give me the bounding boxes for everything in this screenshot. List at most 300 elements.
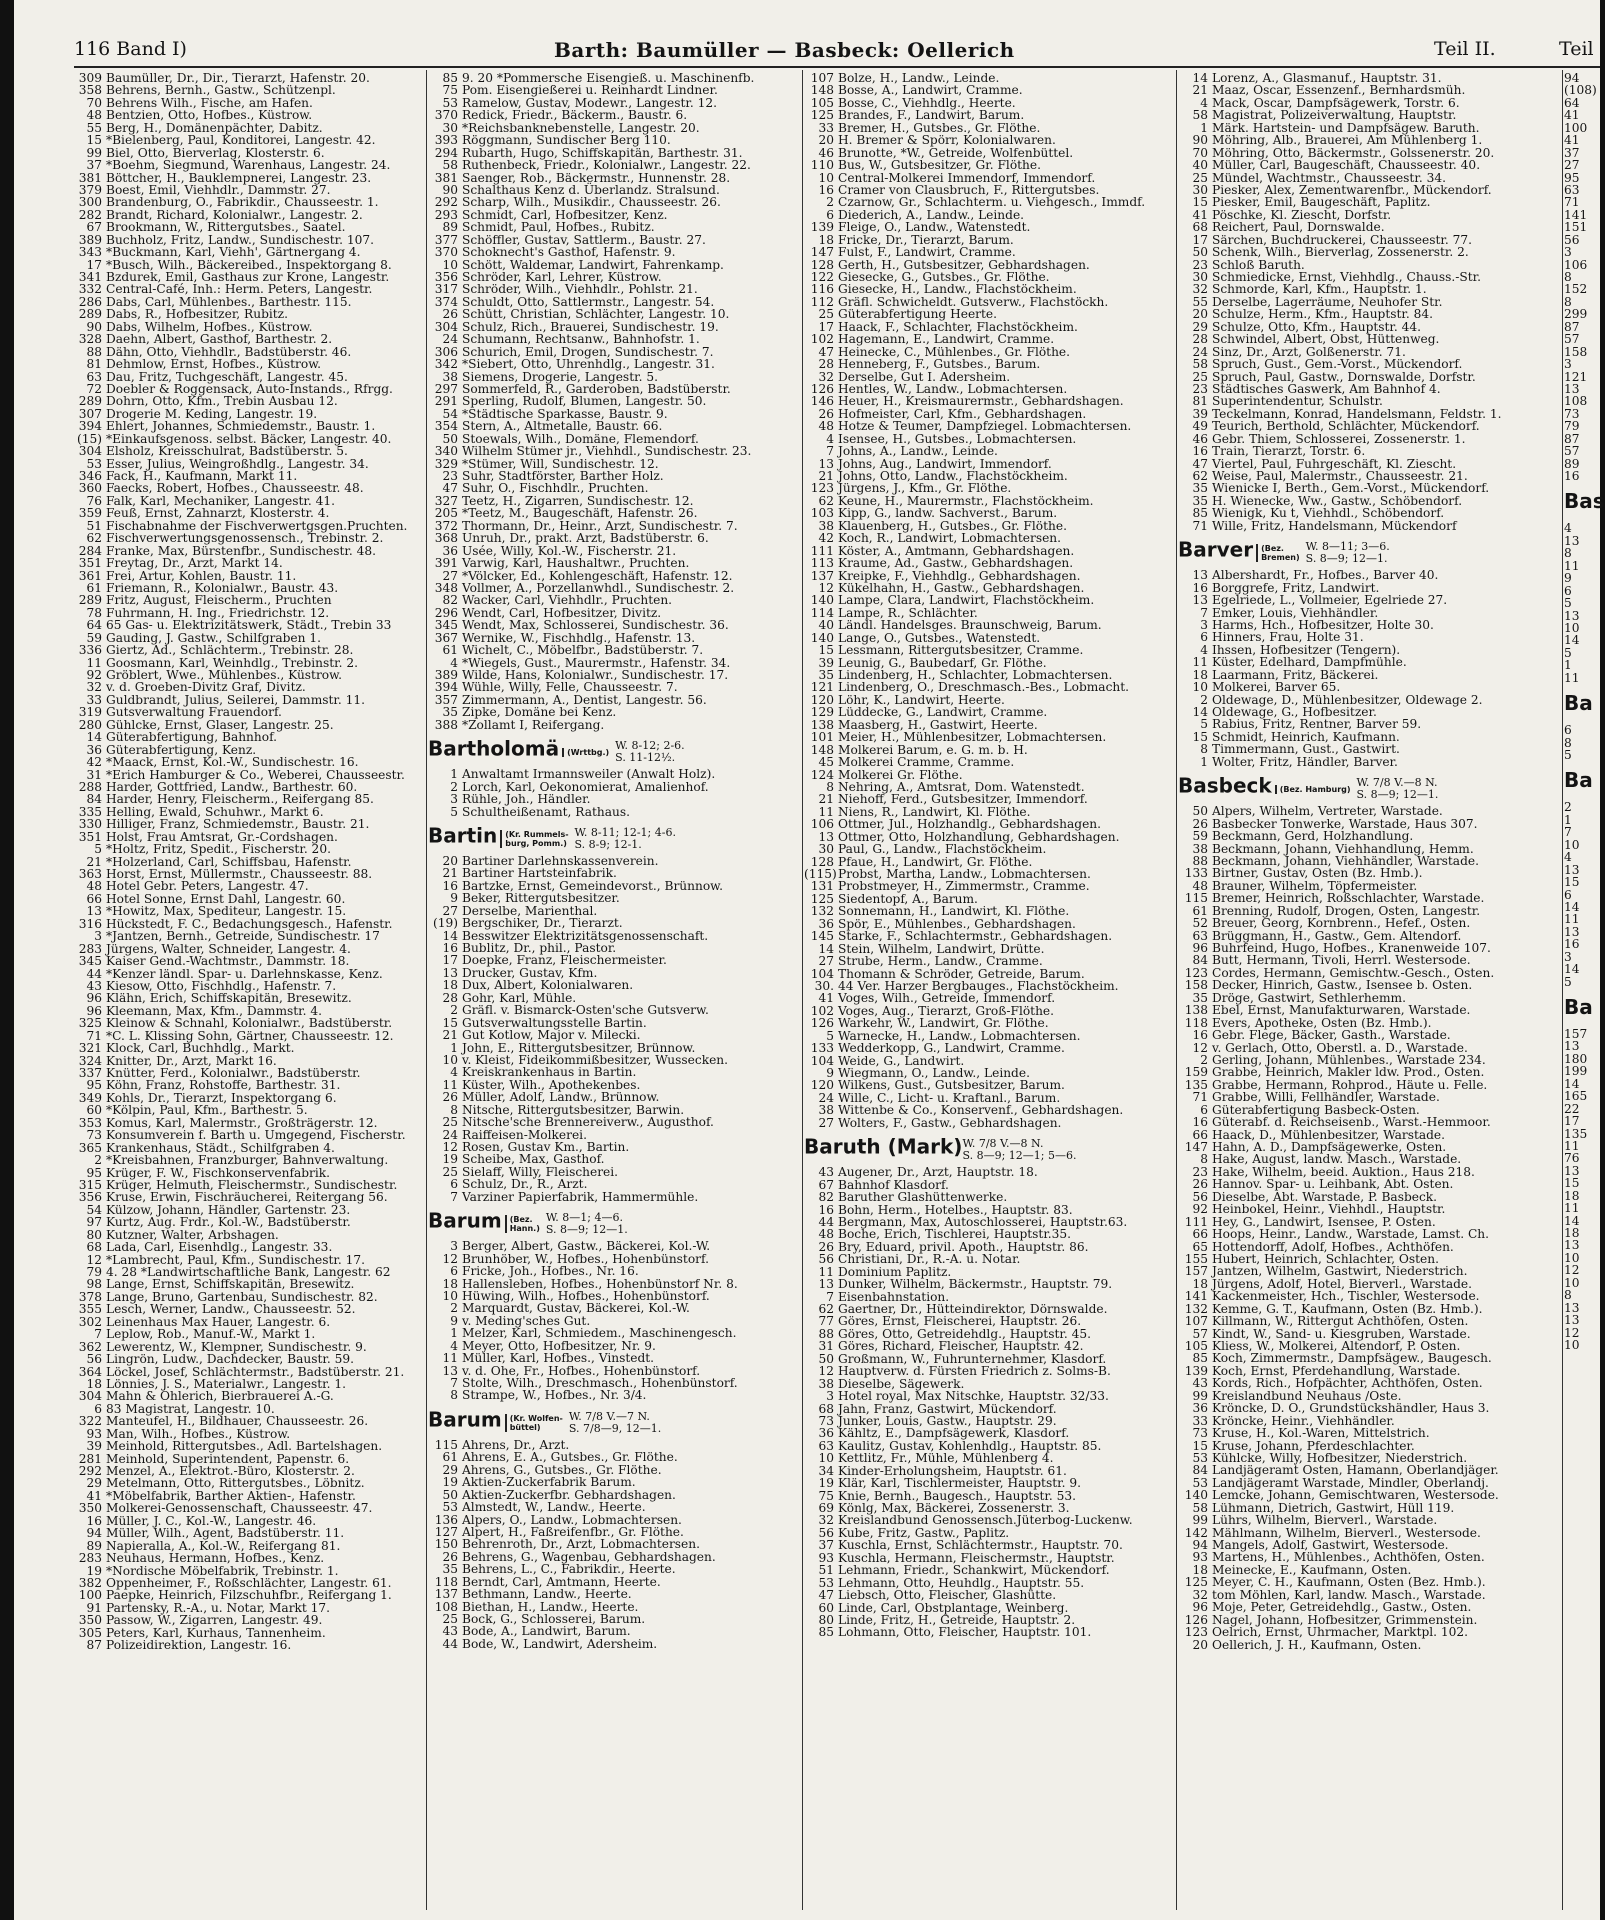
entry-text: Ottmer, Jul., Holzhandlg., Gebhardshagen. <box>838 817 1102 832</box>
entry-text: Piesker, Emil, Baugeschäft, Paplitz. <box>1212 195 1431 210</box>
entry-number: 52 <box>1192 916 1208 931</box>
edge-number: 10 <box>1564 837 1580 852</box>
entry-number: 93 <box>86 1426 102 1441</box>
office-hours-line: S. 8—9; 12—1. <box>1305 552 1388 566</box>
entry-text: Maaz, Oscar, Essenzenf., Bernhardsmüh. <box>1212 83 1466 98</box>
entry-number: 24 <box>442 332 458 347</box>
entry-number: 15 <box>1192 1438 1208 1453</box>
entry-number: 32 <box>86 680 102 695</box>
entry-number: 31 <box>818 1339 834 1354</box>
entry-text: Faecks, Robert, Hofbes., Chausseestr. 48. <box>106 481 364 496</box>
entry-number: 26 <box>818 406 834 421</box>
edge-number: 14 <box>1564 1213 1580 1228</box>
entry-text: Lesch, Werner, Landw., Chausseestr. 52. <box>106 1302 356 1317</box>
entry-text: Mangels, Adolf, Gastwirt, Westersode. <box>1212 1538 1449 1552</box>
entry-text: Ihssen, Hofbesitzer (Tengern). <box>1212 642 1401 657</box>
entry-text: Franke, Max, Bürstenfbr., Sundischestr. 48. <box>106 543 377 558</box>
entry-text: Schulze, Otto, Kfm., Hauptstr. 44. <box>1212 319 1422 334</box>
entry-text: Wedderkopp, G., Landwirt, Cramme. <box>838 1041 1065 1056</box>
column-4 <box>1178 72 1558 1912</box>
edge-number: 8 <box>1564 270 1572 284</box>
edge-number: 4 <box>1564 850 1572 865</box>
edge-number: 13 <box>1564 1163 1580 1178</box>
district-line: (Bez. <box>509 1215 533 1225</box>
entry-text: Alpers, O., Landw., Lobmachtersen. <box>462 1512 682 1527</box>
entry-text: Aktien-Zuckerfabrik Barum. <box>462 1475 636 1490</box>
edge-number: 11 <box>1564 1138 1580 1153</box>
entry-text: Lange, Ernst, Schiffskapitän, Bresewitz. <box>106 1277 355 1292</box>
entry-number: 37 <box>818 1538 834 1553</box>
entry-text: Henneberg, F., Gutsbes., Barum. <box>838 357 1041 372</box>
edge-number: 158 <box>1564 344 1588 359</box>
entry-number: 28 <box>818 357 834 372</box>
entry-number: 137 <box>434 1587 458 1602</box>
entry-text: Breuer, Georg, Kornbrenn., Hefef., Osten. <box>1212 916 1471 931</box>
entry-number: 104 <box>810 966 834 981</box>
directory-entry <box>428 806 798 818</box>
entry-text: Gräfl. Schwicheldt. Gutsverw., Flachstöckh. <box>838 294 1109 309</box>
entry-number: 18 <box>86 1376 102 1391</box>
entry-number: 24 <box>442 1127 458 1142</box>
entry-number: 300 <box>78 195 102 210</box>
entry-text: Jantzen, Wilhelm, Gastwirt, Niederstrich. <box>1212 1264 1468 1279</box>
edge-number: 14 <box>1564 633 1580 648</box>
place-heading <box>1178 773 1558 802</box>
entry-number: 95 <box>86 1165 102 1180</box>
entry-text: Johns, A., Landw., Leinde. <box>838 444 998 459</box>
entry-number: 322 <box>78 1414 102 1429</box>
entry-number: 142 <box>1184 1525 1208 1540</box>
edge-number: 56 <box>1564 232 1580 247</box>
entry-text: Behrenroth, Dr., Arzt, Lobmachtersen. <box>462 1537 700 1552</box>
entry-number: 26 <box>442 1549 458 1564</box>
entry-text: Kaiser Gend.-Wachtmstr., Dammstr. 18. <box>106 954 350 969</box>
entry-text: Feuß, Ernst, Zahnarzt, Klosterstr. 4. <box>106 506 330 521</box>
office-hours <box>546 1212 628 1236</box>
directory-entry <box>428 1638 798 1650</box>
entry-text: Oldewage, D., Mühlenbesitzer, Oldewage 2. <box>1212 692 1483 707</box>
edge-number: 94 <box>1564 71 1580 85</box>
entry-text: Lindenberg, H., Schlachter, Lobmachtersen. <box>838 668 1113 682</box>
entry-text: Melzer, Karl, Schmiedem., Maschinengesch. <box>462 1326 737 1341</box>
entry-number: 75 <box>442 83 458 98</box>
district-label <box>505 1215 543 1233</box>
entry-number: 345 <box>78 954 102 969</box>
entry-text: Bartzke, Ernst, Gemeindevorst., Brünnow. <box>462 878 724 893</box>
entry-number: 24 <box>818 1090 834 1105</box>
entry-text: Hake, August, landw. Masch., Warstade. <box>1212 1152 1462 1167</box>
edge-number: 2 <box>1564 800 1572 815</box>
entry-text: Cramer von Clausbruch, F., Rittergutsbes. <box>838 182 1100 197</box>
adjacent-page-edge <box>1564 71 1605 1912</box>
edge-number: 10 <box>1564 1250 1580 1265</box>
entry-number: 53 <box>818 1575 834 1590</box>
entry-number: 292 <box>434 195 458 210</box>
edge-number: 5 <box>1564 596 1572 611</box>
entry-number: 2 <box>1200 1052 1208 1067</box>
entry-text: Spruch, Paul, Gastw., Dornswalde, Dorfstr. <box>1212 369 1476 384</box>
entry-text: Hofmeister, Carl, Kfm., Gebhardshagen. <box>838 406 1087 421</box>
entry-number: 51 <box>86 518 102 533</box>
entry-text: Bock, G., Schlosserei, Barum. <box>462 1612 646 1626</box>
entry-number: 315 <box>78 1177 102 1192</box>
entry-number: 328 <box>78 332 102 347</box>
edge-number: 8 <box>1564 546 1572 561</box>
entry-number: 16 <box>442 941 458 955</box>
entry-text: Wittenbe & Co., Konservenf., Gebhardshagen. <box>838 1103 1124 1118</box>
entry-number: 349 <box>78 1090 102 1105</box>
entry-text: Bremer, Heinrich, Roßschlachter, Warstade. <box>1212 891 1485 906</box>
entry-number: 370 <box>434 245 458 260</box>
entry-text: Gröblert, Wwe., Mühlenbes., Küstrow. <box>106 668 342 682</box>
edge-number: 6 <box>1564 583 1572 598</box>
edge-number: 12 <box>1564 1325 1580 1340</box>
directory-entry <box>804 1117 1172 1129</box>
entry-number: 345 <box>434 618 458 633</box>
entry-text: Bohn, Herm., Hotelbes., Hauptstr. 83. <box>838 1202 1073 1217</box>
entry-number: 7 <box>94 1327 102 1342</box>
entry-number: 85 <box>1192 506 1208 521</box>
entry-text: Train, Tierarzt, Torstr. 6. <box>1212 444 1366 459</box>
entry-text: Könlg, Max, Bäckerei, Zossenerstr. 3. <box>838 1501 1070 1515</box>
entry-number: 21 <box>1192 83 1208 98</box>
entry-number: 62 <box>1192 469 1208 483</box>
entry-text: Scheibe, Max, Gasthof. <box>462 1152 605 1167</box>
entry-text: Schulz, Dr., R., Arzt. <box>462 1177 588 1192</box>
entry-number: 58 <box>1192 1500 1208 1515</box>
entry-number: 73 <box>1192 1426 1208 1441</box>
entry-number: 58 <box>1192 108 1208 123</box>
entry-text: *Möbelfabrik, Barther Aktien-, Hafenstr. <box>106 1488 356 1503</box>
entry-text: Hotel Gebr. Peters, Langestr. 47. <box>106 879 309 894</box>
entry-text: Dux, Albert, Kolonialwaren. <box>462 978 634 993</box>
entry-text: Leinenhaus Max Hauer, Langestr. 6. <box>106 1314 331 1329</box>
entry-text: *Teetz, M., Baugeschäft, Hafenstr. 26. <box>462 506 698 521</box>
directory-entry <box>1178 1639 1558 1651</box>
entry-text: Guldbrandt, Julius, Seilerei, Dammstr. 11. <box>106 692 366 707</box>
entry-number: 343 <box>78 245 102 260</box>
entry-number: 356 <box>78 1190 102 1205</box>
entry-text: Göres, Richard, Fleischer, Hauptstr. 42. <box>838 1339 1084 1354</box>
entry-text: Harms, Hch., Hofbesitzer, Holte 30. <box>1212 617 1434 632</box>
entry-number: 84 <box>1192 953 1208 968</box>
entry-text: Meinhold, Superintendent, Papenstr. 6. <box>106 1451 350 1466</box>
entry-number: 11 <box>1192 655 1208 670</box>
entry-number: 43 <box>86 978 102 993</box>
entry-number: 63 <box>1192 928 1208 943</box>
entry-text: Fischverwertungsgenossensch., Trebinstr. 2. <box>106 531 384 546</box>
entry-number: 133 <box>1184 866 1208 881</box>
entry-number: 358 <box>78 83 102 98</box>
entry-text: *Erich Hamburger & Co., Weberei, Chausseestr. <box>106 767 405 782</box>
entry-number: 65 <box>1192 1239 1208 1254</box>
entry-number: 125 <box>810 108 834 123</box>
entry-text: Hotel royal, Max Nitschke, Hauptstr. 32/33. <box>838 1389 1109 1404</box>
entry-number: 85 <box>818 1625 834 1640</box>
entry-text: Molkerei-Genossenschaft, Chausseestr. 47. <box>106 1501 373 1516</box>
entry-number: 360 <box>78 481 102 496</box>
entry-text: Konsumverein f. Barth u. Umgegend, Fischerstr. <box>106 1128 406 1143</box>
entry-number: 15 <box>86 133 102 148</box>
entry-number: 139 <box>1184 1363 1208 1378</box>
edge-number: 71 <box>1564 195 1580 210</box>
edge-number: 27 <box>1564 158 1580 173</box>
entry-number: 382 <box>78 1575 102 1590</box>
entry-number: 112 <box>810 294 834 309</box>
entry-text: Brunotte, *W., Getreide, Wolfenbüttel. <box>838 145 1074 160</box>
entry-number: 367 <box>434 630 458 645</box>
entry-text: Beker, Rittergutsbesitzer. <box>462 891 620 906</box>
entry-text: *Maack, Ernst, Kol.-W., Sundischestr. 16. <box>106 755 359 770</box>
edge-number: 57 <box>1564 332 1580 347</box>
edge-number: 13 <box>1564 1300 1580 1315</box>
entry-text: Berger, Albert, Gastw., Bäckerei, Kol.-W. <box>462 1239 711 1254</box>
entry-text: Wilhelm Stümer jr., Viehhdl., Sundischestr. 23. <box>462 444 752 459</box>
office-hours-line: W. 7/8 V.—7 N. <box>568 1409 650 1423</box>
entry-text: Ehlert, Johannes, Schmiedemstr., Baustr. 1. <box>106 419 376 434</box>
entry-text: Peters, Karl, Kurhaus, Tannenheim. <box>106 1625 326 1640</box>
entry-text: Brandenburg, O., Fabrikdir., Chausseestr. 1. <box>106 195 379 210</box>
entry-number: 9 <box>450 1313 458 1328</box>
entry-number: 93 <box>818 1550 834 1565</box>
entry-text: Warkehr, W., Landwirt, Gr. Flöthe. <box>838 1016 1049 1031</box>
entry-number: 20 <box>1192 1637 1208 1652</box>
entry-text: Kindt, W., Sand- u. Kiesgruben, Warstade. <box>1212 1326 1471 1341</box>
entry-number: 12 <box>86 1252 102 1267</box>
entry-number: 88 <box>1192 853 1208 868</box>
entry-number: 4 <box>450 1065 458 1080</box>
entry-text: Derselbe, Lagerräume, Neuhofer Str. <box>1212 294 1443 309</box>
entry-number: 10 <box>442 1052 458 1067</box>
entry-number: 14 <box>442 928 458 943</box>
entry-text: Teetz, H., Zigarren, Sundischestr. 12. <box>462 493 694 508</box>
entry-text: Oldewage, G., Hofbesitzer. <box>1212 705 1377 719</box>
district-label <box>500 830 571 848</box>
directory-entry <box>72 1639 422 1651</box>
office-hours-line: S. 11-12½. <box>615 751 676 765</box>
edge-number: 299 <box>1564 307 1588 322</box>
entry-number: 8 <box>1200 1152 1208 1167</box>
entry-number: 56 <box>86 1352 102 1367</box>
entry-text: Müller, Carl, Baugeschäft, Chausseestr. 40. <box>1212 158 1481 173</box>
entry-number: 337 <box>78 1066 102 1080</box>
entry-number: 38 <box>818 518 834 533</box>
district-line: burg, Pomm.) <box>505 838 567 848</box>
entry-number: 43 <box>1192 1376 1208 1391</box>
entry-text: Bry, Eduard, privil. Apoth., Hauptstr. 86. <box>838 1239 1089 1254</box>
entry-text: Biethan, H., Landw., Heerte. <box>462 1599 639 1614</box>
entry-text: Schmidt, Heinrich, Kaufmann. <box>1212 729 1400 744</box>
entry-number: 80 <box>818 1612 834 1627</box>
page-number-header: 116 Band I) <box>74 38 187 60</box>
entry-text: Rabius, Fritz, Rentner, Barver 59. <box>1212 717 1422 732</box>
entry-text: Ländl. Handelsges. Braunschweig, Barum. <box>838 618 1102 633</box>
entry-text: Wichelt, C., Möbelfbr., Badstüberstr. 7. <box>462 643 704 658</box>
entry-number: 36 <box>442 543 458 558</box>
entry-text: Leplow, Rob., Manuf.-W., Markt 1. <box>106 1327 316 1342</box>
entry-number: 150 <box>434 1537 458 1552</box>
entry-number: 62 <box>86 531 102 546</box>
entry-text: Dominium Paplitz. <box>838 1264 952 1279</box>
entry-number: 12 <box>818 580 834 595</box>
entry-number: 105 <box>810 95 834 110</box>
entry-text: Kuschla, Hermann, Fleischermstr., Hauptstr. <box>838 1550 1115 1565</box>
entry-number: (19) <box>432 916 458 931</box>
entry-text: Jahn, Franz, Gastwirt, Mückendorf. <box>838 1401 1057 1416</box>
entry-text: 83 Magistrat, Langestr. 10. <box>106 1401 275 1416</box>
edge-number: 100 <box>1564 120 1588 135</box>
entry-number: 78 <box>86 605 102 620</box>
entry-text: Kreislandbund Neuhaus /Oste. <box>1212 1388 1402 1403</box>
entry-number: 389 <box>434 668 458 682</box>
edge-number: 3 <box>1564 245 1572 260</box>
entry-number: 324 <box>78 1053 102 1068</box>
entry-text: 65 Gas- u. Elektrizitätswerk, Städt., Trebin 33 <box>106 618 392 633</box>
entry-number: 53 <box>1192 1475 1208 1490</box>
entry-number: 3 <box>450 792 458 807</box>
entry-text: *Nordische Möbelfabrik, Trebinstr. 1. <box>106 1563 339 1578</box>
entry-number: 33 <box>1192 1413 1208 1428</box>
entry-text: Stein, Wilhelm, Landwirt, Drütte. <box>838 941 1045 956</box>
entry-number: 16 <box>1192 1115 1208 1130</box>
edge-number: 12 <box>1564 1263 1580 1278</box>
entry-text: Ahrens, G., Gutsbes., Gr. Flöthe. <box>462 1462 662 1477</box>
entry-text: Bode, A., Landwirt, Barum. <box>462 1624 631 1639</box>
entry-number: 291 <box>434 394 458 409</box>
entry-number: 30 <box>442 120 458 135</box>
entry-text: Pöschke, Kl. Ziescht, Dorfstr. <box>1212 207 1392 222</box>
entry-number: 34 <box>818 1463 834 1478</box>
entry-number: 18 <box>818 232 834 247</box>
entry-text: Klock, Carl, Buchhdlg., Markt. <box>106 1041 295 1056</box>
entry-text: v. Gerlach, Otto, Oberstl. a. D., Warstade. <box>1212 1040 1468 1055</box>
entry-text: Schenk, Wilh., Bierverlag, Zossenerstr. 2. <box>1212 245 1469 260</box>
entry-number: 25 <box>442 1164 458 1179</box>
entry-number: 140 <box>810 593 834 608</box>
entry-number: 36 <box>818 916 834 931</box>
column-1 <box>72 72 422 1912</box>
entry-number: 125 <box>1184 1575 1208 1590</box>
entry-text: Vollmer, A., Porzellanwhdl., Sundischestr. 2. <box>462 580 735 595</box>
entry-number: 25 <box>818 307 834 322</box>
district-line: (Kr. Wolfen- <box>509 1413 563 1423</box>
entry-text: Stoewals, Wilh., Domäne, Flemendorf. <box>462 431 699 446</box>
entry-number: 63 <box>86 369 102 384</box>
edge-number: 16 <box>1564 469 1580 483</box>
entry-text: Dohrn, Otto, Kfm., Trebin Ausbau 12. <box>106 394 338 409</box>
entry-number: 39 <box>1192 406 1208 421</box>
edge-number: 7 <box>1564 825 1572 840</box>
entry-number: 132 <box>1184 1301 1208 1316</box>
entry-text: Kruse, Johann, Pferdeschlachter. <box>1212 1438 1415 1453</box>
entry-number: 13 <box>818 456 834 471</box>
entry-text: Brookmann, W., Rittergutsbes., Saatel. <box>106 220 346 235</box>
entry-number: 120 <box>810 692 834 707</box>
entry-number: 351 <box>78 556 102 571</box>
entry-number: 11 <box>818 804 834 819</box>
entry-text: Leunig, G., Baubedarf, Gr. Flöthe. <box>838 655 1047 670</box>
entry-number: 118 <box>434 1574 458 1589</box>
entry-number: 131 <box>810 879 834 894</box>
entry-text: Kühlcke, Willy, Hofbesitzer, Niederstrich. <box>1212 1450 1468 1465</box>
entry-text: *Holtz, Fritz, Spedit., Fischerstr. 20. <box>106 842 331 857</box>
directory-entry <box>428 1389 798 1401</box>
entry-text: Helling, Ewald, Schuhwr., Markt 6. <box>106 804 324 819</box>
entry-number: 283 <box>78 1551 102 1566</box>
entry-number: 13 <box>442 965 458 980</box>
entry-text: Starke, F., Schlachtermstr., Gebhardshagen. <box>838 929 1113 944</box>
entry-text: Buhrfeind, Hugo, Hofbes., Kranenweide 107. <box>1212 941 1491 955</box>
office-hours <box>575 827 676 851</box>
edge-number: 135 <box>1564 1126 1588 1141</box>
entry-text: Lindenberg, O., Dreschmasch.-Bes., Lobmacht. <box>838 680 1130 695</box>
entry-text: Güterabfertigung, Bahnhof. <box>106 730 278 745</box>
office-hours-line: S. 8-9; 12-1. <box>574 837 642 851</box>
entry-text: Müller, Wilh., Agent, Badstüberstr. 11. <box>106 1526 345 1541</box>
entry-text: Lührs, Wilhelm, Bierverl., Warstade. <box>1212 1513 1438 1528</box>
entry-text: Scharp, Wilh., Musikdir., Chausseestr. 26. <box>462 195 721 210</box>
place-heading <box>804 1134 1172 1163</box>
entry-text: Alpert, H., Faßreifenfbr., Gr. Flöthe. <box>462 1524 684 1539</box>
entry-number: 123 <box>1184 965 1208 980</box>
edge-number: 1 <box>1564 812 1572 827</box>
entry-text: Bosse, C., Viehhdlg., Heerte. <box>838 95 1016 110</box>
entry-number: 72 <box>86 381 102 396</box>
place-name: Baruth (Mark) <box>804 1134 963 1159</box>
entry-number: 14 <box>818 941 834 956</box>
entry-text: Löhr, K., Landwirt, Heerte. <box>838 692 1005 707</box>
entry-text: Warnecke, H., Landw., Lobmachtersen. <box>838 1028 1081 1043</box>
edge-number: 152 <box>1564 282 1588 297</box>
entry-text: Großmann, W., Fuhrunternehmer, Klasdorf. <box>838 1351 1107 1366</box>
entry-number: 18 <box>1192 1276 1208 1291</box>
entry-text: Koch, Zimmermstr., Dampfsägew., Baugesch. <box>1212 1351 1492 1366</box>
edge-number: 13 <box>1564 1039 1580 1054</box>
edge-number: 11 <box>1564 1201 1580 1216</box>
edge-number: 106 <box>1564 257 1588 272</box>
edge-number: 13 <box>1564 1238 1580 1253</box>
district-line: (Bez. <box>1261 544 1284 554</box>
entry-text: Wille, Fritz, Handelsmann, Mückendorf <box>1212 518 1457 533</box>
entry-number: 39 <box>86 1439 102 1454</box>
entry-number: 304 <box>434 319 458 334</box>
entry-text: Behrens, Bernh., Gastw., Schützenpl. <box>106 83 336 98</box>
entry-text: Jürgens, J., Kfm., Gr. Flöthe. <box>838 481 1012 496</box>
entry-text: Nehring, A., Amtsrat, Dom. Watenstedt. <box>838 779 1085 794</box>
entry-number: 69 <box>818 1501 834 1515</box>
office-hours <box>569 1411 661 1435</box>
entry-text: Gebr. Flege, Bäcker, Gasth., Warstade. <box>1212 1028 1451 1043</box>
entry-number: 377 <box>434 232 458 247</box>
entry-number: 20 <box>1192 307 1208 322</box>
entry-number: 1 <box>450 767 458 782</box>
entry-text: Gräfl. v. Bismarck-Osten'sche Gutsverw. <box>462 1003 709 1018</box>
entry-number: 123 <box>1184 1625 1208 1640</box>
entry-number: 25 <box>442 1115 458 1130</box>
entry-number: 158 <box>1184 978 1208 993</box>
entry-number: 16 <box>818 1202 834 1217</box>
edge-number: 10 <box>1564 1275 1580 1290</box>
entry-number: 368 <box>434 531 458 546</box>
entry-number: 43 <box>442 1624 458 1639</box>
entry-number: 101 <box>810 730 834 745</box>
entry-text: Lühmann, Dietrich, Gastwirt, Hüll 119. <box>1212 1500 1455 1515</box>
entry-number: 13 <box>1192 593 1208 608</box>
edge-number: 87 <box>1564 431 1580 446</box>
entry-number: 36 <box>86 742 102 757</box>
entry-text: Städtisches Gaswerk, Am Bahnhof 4. <box>1212 381 1441 396</box>
entry-number: 305 <box>78 1625 102 1640</box>
